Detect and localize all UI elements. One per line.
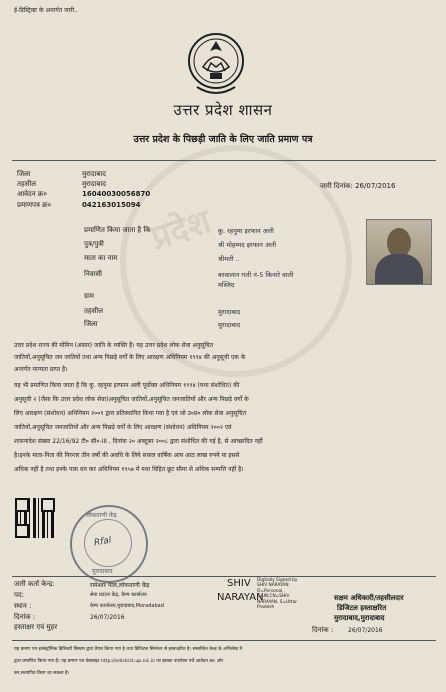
- qr-code-icon: [15, 498, 55, 538]
- lokvani-stamp: [70, 505, 148, 583]
- bottom-note-line: कर,सत्यापित किया जा सकता है।: [14, 671, 70, 676]
- detail-tehsil-value: मुरादाबाद: [218, 308, 241, 316]
- body-line: अधिक नहीं है तथा इनके पास धन कर अधिनियम १९५७ में यथा विहित छूट सीमा से अधिक सम्पत्ति नहीं है।: [14, 466, 244, 473]
- body-line: शासनादेश संख्या 22/16/92 टी० सी०-III , दिनांक २० अक्टूबर २००८ द्वारा संशोधित की गई है, से आच्छादित नहीं: [14, 438, 263, 445]
- issuer-value: रामेश्वर पाल,लोकवाणी केंद्र: [90, 582, 150, 589]
- certificate-label: प्रमाणपत्र क्र०: [17, 201, 52, 209]
- officer-line-3: मुरादाबाद,मुरादाबाद: [334, 614, 385, 622]
- digital-signer-name-1: SHIV: [227, 578, 251, 589]
- application-number: 16040030056870: [82, 190, 151, 198]
- divider: [12, 640, 436, 641]
- district-value: मुरादाबाद: [82, 170, 106, 178]
- divider: [12, 576, 436, 577]
- issue-date: जारी दिनांक: 26/07/2016: [320, 182, 396, 190]
- body-line: है।इनके माता-पिता की निरन्तर तीन वर्षों की अवधि के लिये सकल वार्षिक आय आठ लाख रुपये या इससे: [14, 452, 240, 459]
- tehsil-label: तहसील: [17, 180, 36, 188]
- digital-signature-block: Digitally Signed by SHIV NARAYAN O=Personal, C=IN,CN=SHIV NARAYAN, S=Uttar Pradesh: [257, 578, 298, 611]
- district-label: जिला: [17, 170, 31, 178]
- resident-value-line1: बरवालान गली नं-5 किनारे वाली: [218, 271, 294, 279]
- page-title: उत्तर प्रदेश शासन: [173, 101, 273, 119]
- place-label: स्थान :: [14, 602, 32, 610]
- detail-district-label: जिला: [84, 320, 98, 328]
- body-line: लिए आरक्षण (संशोधन) अधिनियम २००१ द्वारा प्रतिस्थापित किया गया है एवं जो उ०प्र० लोक सेवा अनुसूचित: [14, 410, 247, 417]
- certify-label: प्रमाणित किया जाता है कि: [84, 226, 151, 234]
- detail-district-value: मुरादाबाद: [218, 321, 241, 329]
- date-value: 26/07/2016: [90, 614, 125, 621]
- mother-label: माता का नाम: [84, 254, 118, 262]
- stamp-top-text: लोकवाणी केंद्र: [86, 512, 117, 519]
- officer-line-1: सक्षम अधिकारी/तहसीलदार: [334, 594, 404, 602]
- body-line: उत्तर प्रदेश राज्य की मोमिन (अंसार) जाति के व्यक्ति हैं। यह उत्तर प्रदेश लोक सेवा अनुसूचित: [14, 342, 214, 349]
- certificate-subtitle: उत्तर प्रदेश के पिछड़ी जाति के लिए जाति प्रमाण पत्र: [133, 134, 313, 145]
- post-value: सेवा प्रदाता केंद्र, कैम्प कार्यालय: [90, 592, 147, 598]
- sign-label: हस्ताक्षर एवं मुहर: [14, 623, 58, 631]
- post-label: पद:: [14, 591, 25, 599]
- stamp-signature: Rfal: [93, 535, 113, 549]
- bottom-note-line: यह प्रमाण पत्र इलेक्ट्रॉनिक डिलिवरी सिस्टम द्वारा तैयार किया गया है तथा डिजिटल सिग्नेचर से हस्ताक्षरित है। सम्बन्धित केन्द्र के अभिलेख में: [14, 647, 243, 652]
- officer-line-2: डिजिटल हस्ताक्षरित: [337, 604, 387, 612]
- resident-value-line2: मस्जिद: [218, 281, 235, 289]
- body-line: अन्तर्गत मान्यता प्राप्त है।: [14, 366, 68, 373]
- date-label: दिनांक :: [14, 613, 36, 621]
- officer-date-value: 26/07/2016: [348, 627, 383, 634]
- son-daughter-value: श्री मोहम्मद इरफान अली: [218, 241, 276, 249]
- divider: [12, 160, 436, 161]
- issuer-label: जारी कर्ता केन्द्र:: [14, 580, 55, 588]
- body-line: अनुसूची २ (जैसा कि उत्तर प्रदेश लोक सेवा)अनुसूचित जातियों,अनुसूचित जनजातियों और अन्य पिछड़े वर्गों के: [14, 396, 249, 403]
- detail-tehsil-label: तहसील: [84, 307, 103, 315]
- up-government-seal-icon: [187, 27, 245, 99]
- resident-label: निवासी: [84, 270, 102, 278]
- son-daughter-label: पुत्र/पुत्री: [84, 240, 104, 248]
- place-value: केम्प कार्यालय,मुरादाबाद,Moradabad: [90, 603, 164, 609]
- application-label: आवेदन क्र०: [17, 190, 47, 198]
- certificate-number: 042163015094: [82, 201, 141, 209]
- officer-date-label: दिनांक :: [312, 626, 334, 634]
- applicant-photo: [366, 219, 432, 285]
- watermark-text: प्रदेश: [145, 201, 216, 259]
- body-line: यह भी प्रमाणित किया जाता है कि कु. रहनुमा इरफान अली पूर्वोक्त अधिनियम १९९४ (यथा संशोधित) की: [14, 382, 240, 389]
- top-note: ई-डिस्ट्रिक्ट के अन्तर्गत जारी..: [14, 7, 78, 14]
- mother-value: श्रीमती ..: [218, 255, 240, 263]
- tehsil-value: मुरादाबाद: [82, 180, 106, 188]
- certify-value: कु. रहनुमा इरफान अली: [218, 227, 274, 235]
- body-line: जातियों,अनुसूचित जनजातियों और अन्य पिछड़े वर्गों के लिए आरक्षण (संशोधन) अधिनियम २००२ एवं: [14, 424, 232, 431]
- stamp-bottom-text: मुरादाबाद: [92, 568, 113, 575]
- body-line: जातियों,अनुसूचित जन जातियों तथा अन्य पिछड़े वर्गों के लिए आरक्षण अधिनियम १९९४ की अनुसूची एक के: [14, 354, 246, 361]
- digital-signer-name-2: NARAYAN: [217, 592, 264, 603]
- bottom-note-line: द्वारा प्रमाणित किया गया है। यह प्रमाण पत्र वेबसाइट http://edistrict.up.nic.in पर इसका उपरोक्त पर्चे आवेदन क्र० ओर: [14, 659, 224, 664]
- village-label: ग्राम: [84, 292, 94, 300]
